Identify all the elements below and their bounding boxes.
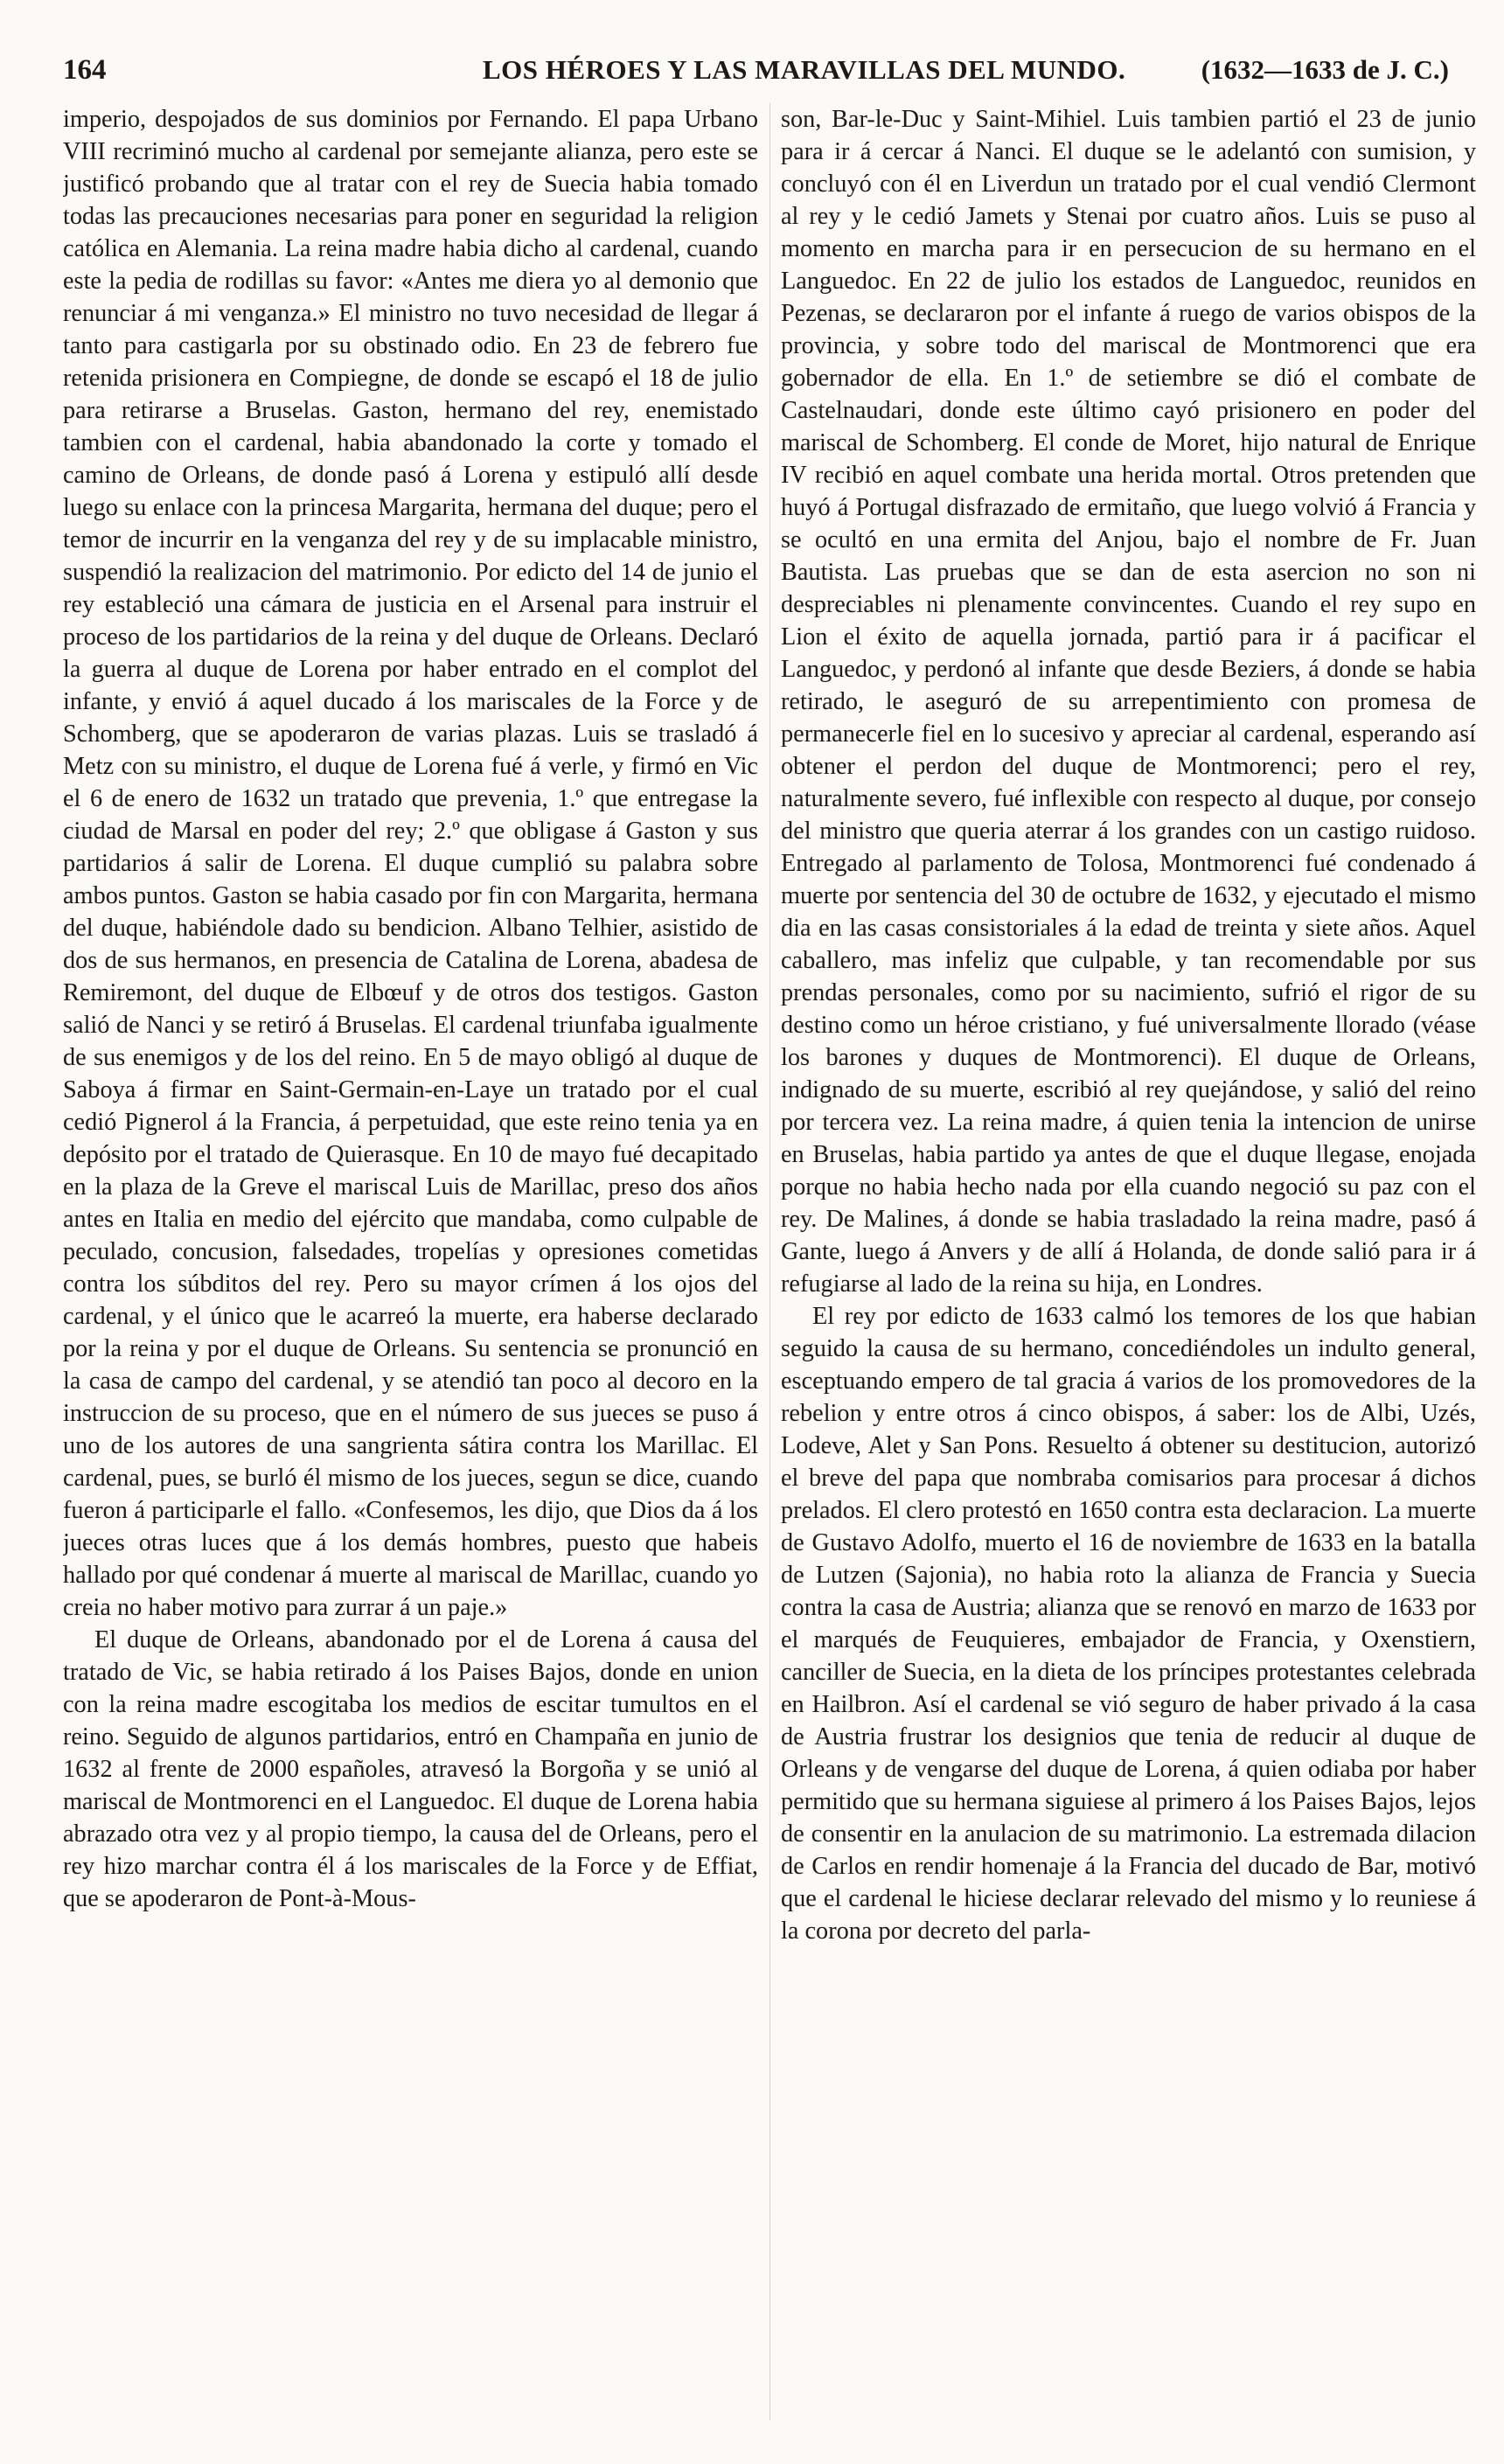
left-column <box>63 103 758 2429</box>
paragraph: El rey por edicto de 1633 calmó los temores de los que habian seguido la causa de su hermano, concediéndoles un indulto general, esceptuando empero de tal gracia á varios de los promovedores de la rebelion y entre otros á cinco obispos, á saber: los de Albi, Uzés, Lodeve, Alet y San Pons. Resuelto á obtener su destitucion, autorizó el breve del papa que nombraba comisarios para procesar á dichos prelados. El clero protestó en 1650 contra esta declaracion. La muerte de Gustavo Adolfo, muerto el 16 de noviembre de 1633 en la batalla de Lutzen (Sajonia), no habia roto la alianza de Francia y Suecia contra la casa de Austria; alianza que se renovó en marzo de 1633 por el marqués de Feuquieres, embajador de Francia, y Oxenstiern, canciller de Suecia, en la dieta de los príncipes protestantes celebrada en Hailbron. Así el cardenal se vió seguro de haber privado á la casa de Austria frustrar los designios que tenia de reducir al duque de Orleans y de vengarse del duque de Lorena, á quien odiaba por haber permitido que su hermana siguiese al primero á los Paises Bajos, lejos de consentir en la anulacion de su matrimonio. La estremada dilacion de Carlos en rendir homenaje á la Francia del ducado de Bar, motivó que el cardenal le hiciese declarar relevado del mismo y lo reuniese á la corona por decreto del parla- <box>781 1303 1476 1945</box>
date-range: (1632—1633 de J. C.) <box>1201 54 1449 85</box>
page-number: 164 <box>63 54 107 86</box>
paragraph: son, Bar-le-Duc y Saint-Mihiel. Luis tambien partió el 23 de junio para ir á cercar á Nanci. El duque se le adelantó con sumision, y concluyó con él en Liverdun un tratado por el cual vendió Clermont al rey y le cedió Jamets y Stenai por cuatro años. Luis se puso al momento en marcha para ir en persecucion de su hermano en el Languedoc. En 22 de julio los estados de Languedoc, reunidos en Pezenas, se declararon por el infante á ruego de varios obispos de la provincia, y sobre todo del mariscal de Montmorenci que era gobernador de ella. En 1.º de setiembre se dió el combate de Castelnaudari, donde este último cayó prisionero en poder del mariscal de Schomberg. El conde de Moret, hijo natural de Enrique IV recibió en aquel combate una herida mortal. Otros pretenden que huyó á Portugal disfrazado de ermitaño, que luego volvió á Francia y se ocultó en una ermita del Anjou, bajo el nombre de Fr. Juan Bautista. Las pruebas que se dan de esta asercion no son ni despreciables ni plenamente convincentes. Cuando el rey supo en Lion el éxito de aquella jornada, partió para ir á pacificar el Languedoc, y perdonó al infante que desde Beziers, á donde se habia retirado, le aseguró de su arrepentimiento con promesa de permanecerle fiel en lo sucesivo y apreciar al cardenal, esperando así obtener el perdon del duque de Montmorenci; pero el rey, naturalmente severo, fué inflexible con respecto al duque, por consejo del ministro que queria aterrar á los grandes con un castigo ruidoso. Entregado al parlamento de Tolosa, Montmorenci fué condenado á muerte por sentencia del 30 de octubre de 1632, y ejecutado el mismo dia en las casas consistoriales á la edad de treinta y siete años. Aquel caballero, mas infeliz que culpable, y tan recomendable por sus prendas personales, como por su nacimiento, sufrió el rigor de su destino como un héroe cristiano, y fué universalmente llorado (véase los barones y duques de Montmorenci). El duque de Orleans, indignado de su muerte, escribió al rey quejándose, y salió del reino por tercera vez. La reina madre, á quien tenia la intencion de unirse en Bruselas, habia partido ya antes de que el duque llegase, enojada porque no habia hecho nada por ella cuando negoció su paz con el rey. De Malines, á donde se habia trasladado la reina madre, pasó á Gante, luego á Anvers y de allí á Holanda, de donde salió para ir á refugiarse al lado de la reina su hija, en Londres. <box>781 106 1476 1298</box>
column-divider <box>769 103 770 2420</box>
book-title: LOS HÉROES Y LAS MARAVILLAS DEL MUNDO. <box>483 54 1126 85</box>
paragraph: El duque de Orleans, abandonado por el de Lorena á causa del tratado de Vic, se habia retirado á los Paises Bajos, donde en union con la reina madre escogitaba los medios de escitar tumultos en el reino. Seguido de algunos partidarios, entró en Champaña en junio de 1632 al frente de 2000 españoles, atravesó la Borgoña y se unió al mariscal de Montmorenci en el Languedoc. El duque de Lorena habia abrazado otra vez y al propio tiempo, la causa del de Orleans, pero el rey hizo marchar contra él á los mariscales de la Force y de Effiat, que se apoderaron de Pont-à-Mous- <box>63 1626 758 1912</box>
paragraph: imperio, despojados de sus dominios por Fernando. El papa Urbano VIII recriminó mucho al cardenal por semejante alianza, pero este se justificó probando que al tratar con el rey de Suecia habia tomado todas las precauciones necesarias para poner en seguridad la religion católica en Alemania. La reina madre habia dicho al cardenal, cuando este la pedia de rodillas su favor: «Antes me diera yo al demonio que renunciar á mi venganza.» El ministro no tuvo necesidad de llegar á tanto para castigarla por su obstinado odio. En 23 de febrero fue retenida prisionera en Compiegne, de donde se escapó el 18 de julio para retirarse a Bruselas. Gaston, hermano del rey, enemistado tambien con el cardenal, habia abandonado la corte y tomado el camino de Orleans, de donde pasó á Lorena y estipuló allí desde luego su enlace con la princesa Margarita, hermana del duque; pero el temor de incurrir en la venganza del rey y de su implacable ministro, suspendió la realizacion del matrimonio. Por edicto del 14 de junio el rey estableció una cámara de justicia en el Arsenal para instruir el proceso de los partidarios de la reina y del duque de Orleans. Declaró la guerra al duque de Lorena por haber entrado en el complot del infante, y envió á aquel ducado á los mariscales de la Force y de Schomberg, que se apoderaron de varias plazas. Luis se trasladó á Metz con su ministro, el duque de Lorena fué á verle, y firmó en Vic el 6 de enero de 1632 un tratado que prevenia, 1.º que entregase la ciudad de Marsal en poder del rey; 2.º que obligase á Gaston y sus partidarios á salir de Lorena. El duque cumplió su palabra sobre ambos puntos. Gaston se habia casado por fin con Margarita, hermana del duque, habiéndole dado su bendicion. Albano Telhier, asistido de dos de sus hermanos, en presencia de Catalina de Lorena, abadesa de Remiremont, del duque de Elbœuf y de otros dos testigos. Gaston salió de Nanci y se retiró á Bruselas. El cardenal triunfaba igualmente de sus enemigos y de los del reino. En 5 de mayo obligó al duque de Saboya á firmar en Saint-Germain-en-Laye un tratado por el cual cedió Pignerol á la Francia, á perpetuidad, que este reino tenia ya en depósito por el tratado de Quierasque. En 10 de mayo fué decapitado en la plaza de la Greve el mariscal Luis de Marillac, preso dos años antes en Italia en medio del ejército que mandaba, como culpable de peculado, concusion, falsedades, tropelías y opresiones cometidas contra los súbditos del rey. Pero su mayor crímen á los ojos del cardenal, y el único que le acarreó la muerte, era haberse declarado por la reina y por el duque de Orleans. Su sentencia se pronunció en la casa de campo del cardenal, y se atendió tan poco al decoro en la instruccion de su proceso, que en el número de sus jueces se puso á uno de los autores de una sangrienta sátira contra los Marillac. El cardenal, pues, se burló él mismo de los jueces, segun se dice, cuando fueron á participarle el fallo. «Confesemos, les dijo, que Dios da á los jueces otras luces que á los demás hombres, puesto que habeis hallado por qué condenar á muerte al mariscal de Marillac, cuando yo creia no haber motivo para zurrar á un paje.» <box>63 106 758 1621</box>
running-head <box>63 54 1449 89</box>
right-column <box>781 103 1476 2429</box>
